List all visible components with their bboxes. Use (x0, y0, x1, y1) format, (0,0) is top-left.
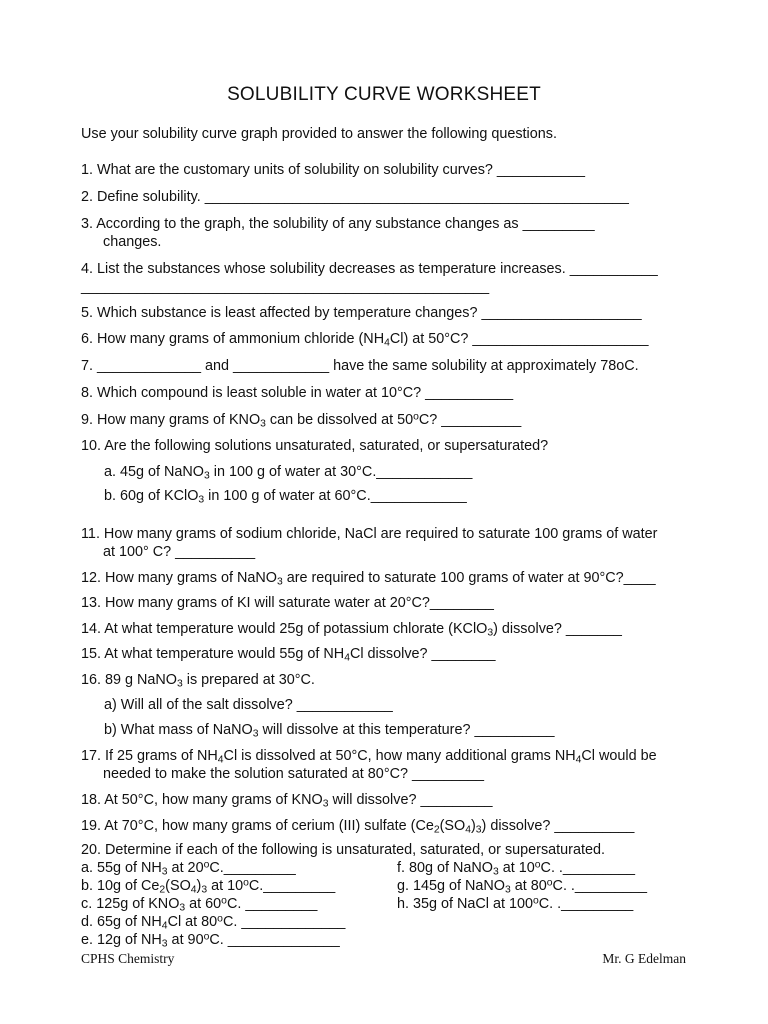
question-18: 18. At 50°C, how many grams of $KNO_3$ will dissolve? _________ (81, 792, 493, 810)
question-10a: a. 45g of NaNO$_3$ in 100 g of water at 30°C.____________ (104, 464, 473, 482)
question-9: 9. How many grams of $KNO_3$ can be dissolved at 50$^o$C? __________ (81, 411, 522, 430)
instructions: Use your solubility curve graph provided to answer the following questions. (81, 126, 557, 142)
question-11: 11. How many grams of sodium chloride, NaCl are required to saturate 100 grams of water (81, 526, 658, 542)
question-14: 14. At what temperature would 25g of potassium chlorate (KClO$_3$) dissolve? _______ (81, 621, 622, 639)
question-4: 4. List the substances whose solubility decreases as temperature increases. ___________ (81, 261, 658, 277)
page-title: SOLUBILITY CURVE WORKSHEET (227, 84, 541, 105)
question-6: 6. How many grams of ammonium chloride $(NH_4Cl)$ at 50°C? ______________________ (81, 331, 649, 349)
question-20g: g. 145g of NaNO$_3$ at 80$^o$C. ._________ (397, 877, 647, 896)
question-16b: b) What mass of NaNO$_3$ will dissolve at this temperature? __________ (104, 722, 555, 740)
question-8: 8. Which compound is least soluble in water at 10°C? ___________ (81, 385, 514, 401)
question-20d: d. 65g of $NH_4Cl$ at 80$^o$C. _____________ (81, 913, 346, 932)
question-3: 3. According to the graph, the solubility of any substance changes as _________ (81, 216, 595, 232)
question-11-continued: at 100° C? __________ (103, 544, 256, 560)
question-4-answer-line: ___________________________________________________ (81, 279, 490, 295)
question-20: 20. Determine if each of the following is unsaturated, saturated, or supersaturated. (81, 842, 605, 858)
question-5: 5. Which substance is least affected by temperature changes? ____________________ (81, 305, 642, 321)
question-16: 16. 89 g NaNO$_3$ is prepared at 30°C. (81, 672, 315, 690)
question-13: 13. How many grams of KI will saturate water at 20°C?________ (81, 595, 494, 611)
question-20b: b. 10g of $Ce_2(SO_4)_3$ at 10$^o$C._________ (81, 877, 336, 896)
question-20h: h. 35g of NaCl at 100$^o$C. ._________ (397, 895, 634, 912)
question-17: 17. If 25 grams of $NH_4Cl$ is dissolved at 50°C, how many additional grams $NH_4Cl$ would be (81, 748, 657, 766)
question-10b: b. 60g of KClO$_3$ in 100 g of water at 60°C.____________ (104, 488, 467, 506)
question-1: 1. What are the customary units of solubility on solubility curves? ___________ (81, 162, 585, 178)
question-19: 19. At 70°C, how many grams of cerium (III) sulfate $(Ce_2(SO_4)_3)$ dissolve? __________ (81, 818, 635, 836)
question-15: 15. At what temperature would 55g of $NH_4Cl$ dissolve? ________ (81, 646, 496, 664)
question-2: 2. Define solubility. _____________________________________________________ (81, 189, 629, 205)
footer-author: Mr. G Edelman (602, 951, 686, 966)
question-20c: c. 125g of $KNO_3$ at 60$^o$C. _________ (81, 895, 318, 914)
footer-course: CPHS Chemistry (81, 951, 175, 966)
question-16a: a) Will all of the salt dissolve? ____________ (104, 697, 393, 713)
question-20e: e. 12g of $NH_3$ at 90$^o$C. ______________ (81, 931, 340, 950)
question-7: 7. _____________ and ____________ have the same solubility at approximately 78oC. (81, 358, 639, 374)
question-12: 12. How many grams of NaNO$_3$ are required to saturate 100 grams of water at 90°C?____ (81, 570, 656, 588)
question-3-continued: changes. (103, 234, 162, 250)
question-10: 10. Are the following solutions unsaturated, saturated, or supersaturated? (81, 438, 549, 454)
question-20f: f. 80g of NaNO$_3$ at 10$^o$C. ._________ (397, 859, 635, 878)
question-17-continued: needed to make the solution saturated at 80°C? _________ (103, 766, 484, 782)
question-20a: a. 55g of $NH_3$ at 20$^o$C._________ (81, 859, 296, 878)
